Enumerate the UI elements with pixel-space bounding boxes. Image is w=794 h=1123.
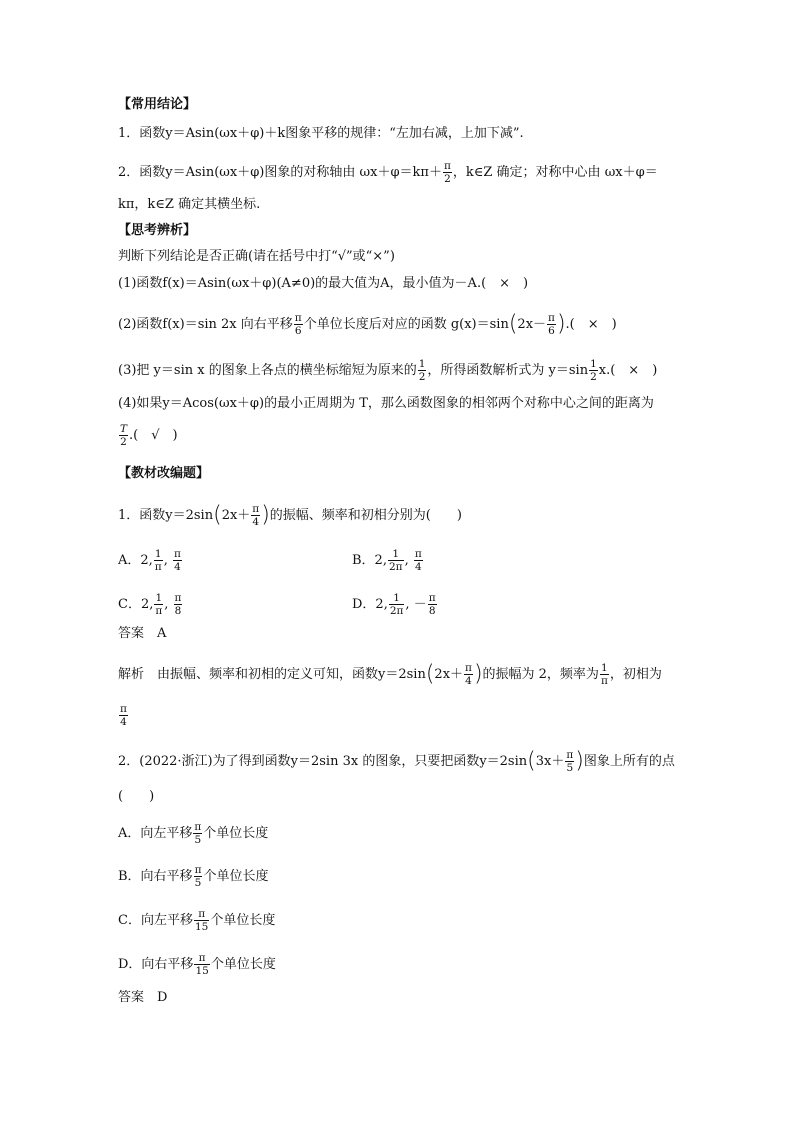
common-item-2: 2．函数y＝Asin(ωx＋φ)图象的对称轴由 ωx＋φ＝kπ＋ $\frac{\pi}{2}$ ，k∈Z 确定；对称中心由 ωx＋φ＝ [118, 160, 658, 185]
judge-q4: (4)如果y＝Acos(ωx＋φ)的最小正周期为 T，那么函数图象的相邻两个对称中心之间的距离为 [118, 396, 654, 411]
judge-intro: 判断下列结论是否正确(请在括号中打“√”或“×”) [118, 249, 395, 264]
problem-1-option-b: B．2, $\frac{1}{2\pi}$ , $\frac{\pi}{4}$ [352, 548, 422, 573]
answer-2: 答案 D [118, 990, 168, 1005]
common-item-2-cont: kπ，k∈Z 确定其横坐标. [118, 197, 261, 212]
section-heading-common: 【常用结论】 [118, 97, 197, 112]
section-heading-textbook: 【教材改编题】 [118, 466, 210, 481]
judge-q1: (1)函数f(x)＝Asin(ωx＋φ)(A≠0)的最大值为A，最小值为－A.( × ) [118, 276, 529, 291]
explanation-1: 解析 由振幅、频率和初相的定义可知，函数y＝2sin(2x＋ $\frac{\pi}{4}$ )的振幅为 2，频率为 $\frac{1}{\pi}$ ，初相为 [118, 661, 662, 687]
fraction: $\frac{T}{2}$ [120, 423, 128, 448]
problem-2-option-b: B．向右平移 $\frac{\pi}{5}$ 个单位长度 [118, 864, 269, 889]
fraction: $\frac{1}{2}$ [418, 358, 426, 383]
judge-q3: (3)把 y＝sin x 的图象上各点的横坐标缩短为原来的 $\frac{1}{2}$ ，所得函数解析式为 y＝sin $\frac{1}{2}$ x.( × ) [118, 358, 658, 383]
fraction: $\frac{1}{2}$ [590, 358, 597, 383]
problem-2-paren: ( ) [118, 789, 155, 804]
problem-1-option-c: C．2, $\frac{1}{\pi}$ , $\frac{\pi}{8}$ [118, 592, 182, 617]
fraction: $\frac{\pi}{4}$ [252, 503, 260, 528]
fraction: $\frac{\pi}{6}$ [294, 312, 302, 337]
problem-2-option-d: D．向右平移 $\frac{\pi}{15}$ 个单位长度 [118, 952, 276, 977]
judge-q2: (2)函数f(x)＝sin 2x 向右平移 $\frac{\pi}{6}$ 个单位长度后对应的函数 g(x)＝sin(2x－ $\frac{\pi}{6}$ ).( × ) [118, 311, 617, 337]
fraction: $\frac{\pi}{6}$ [548, 312, 555, 337]
judge-q4-cont: $\frac{T}{2}$ .( √ ) [120, 423, 178, 448]
fraction: $\frac{\pi}{2}$ [443, 160, 451, 185]
problem-1: 1．函数y＝2sin(2x＋ $\frac{\pi}{4}$ )的振幅、频率和初相分别为( ) [118, 502, 462, 528]
section-heading-judge: 【思考辨析】 [118, 223, 197, 238]
explanation-1-cont: $\frac{\pi}{4}$ [120, 703, 127, 728]
problem-2: 2．(2022·浙江)为了得到函数y＝2sin 3x 的图象，只要把函数y＝2sin(3x＋ $\frac{\pi}{5}$ )图象上所有的点 [118, 748, 675, 774]
problem-1-option-d: D．2, $\frac{1}{2\pi}$ , － $\frac{\pi}{8}$ [352, 592, 436, 617]
common-item-1: 1．函数y＝Asin(ωx＋φ)＋k图象平移的规律：“左加右减，上加下减”. [118, 126, 524, 141]
problem-1-option-a: A．2, $\frac{1}{\pi}$ , $\frac{\pi}{4}$ [118, 548, 181, 573]
problem-2-option-c: C．向左平移 $\frac{\pi}{15}$ 个单位长度 [118, 908, 276, 933]
answer-1: 答案 A [118, 626, 167, 641]
problem-2-option-a: A．向左平移 $\frac{\pi}{5}$ 个单位长度 [118, 821, 269, 846]
